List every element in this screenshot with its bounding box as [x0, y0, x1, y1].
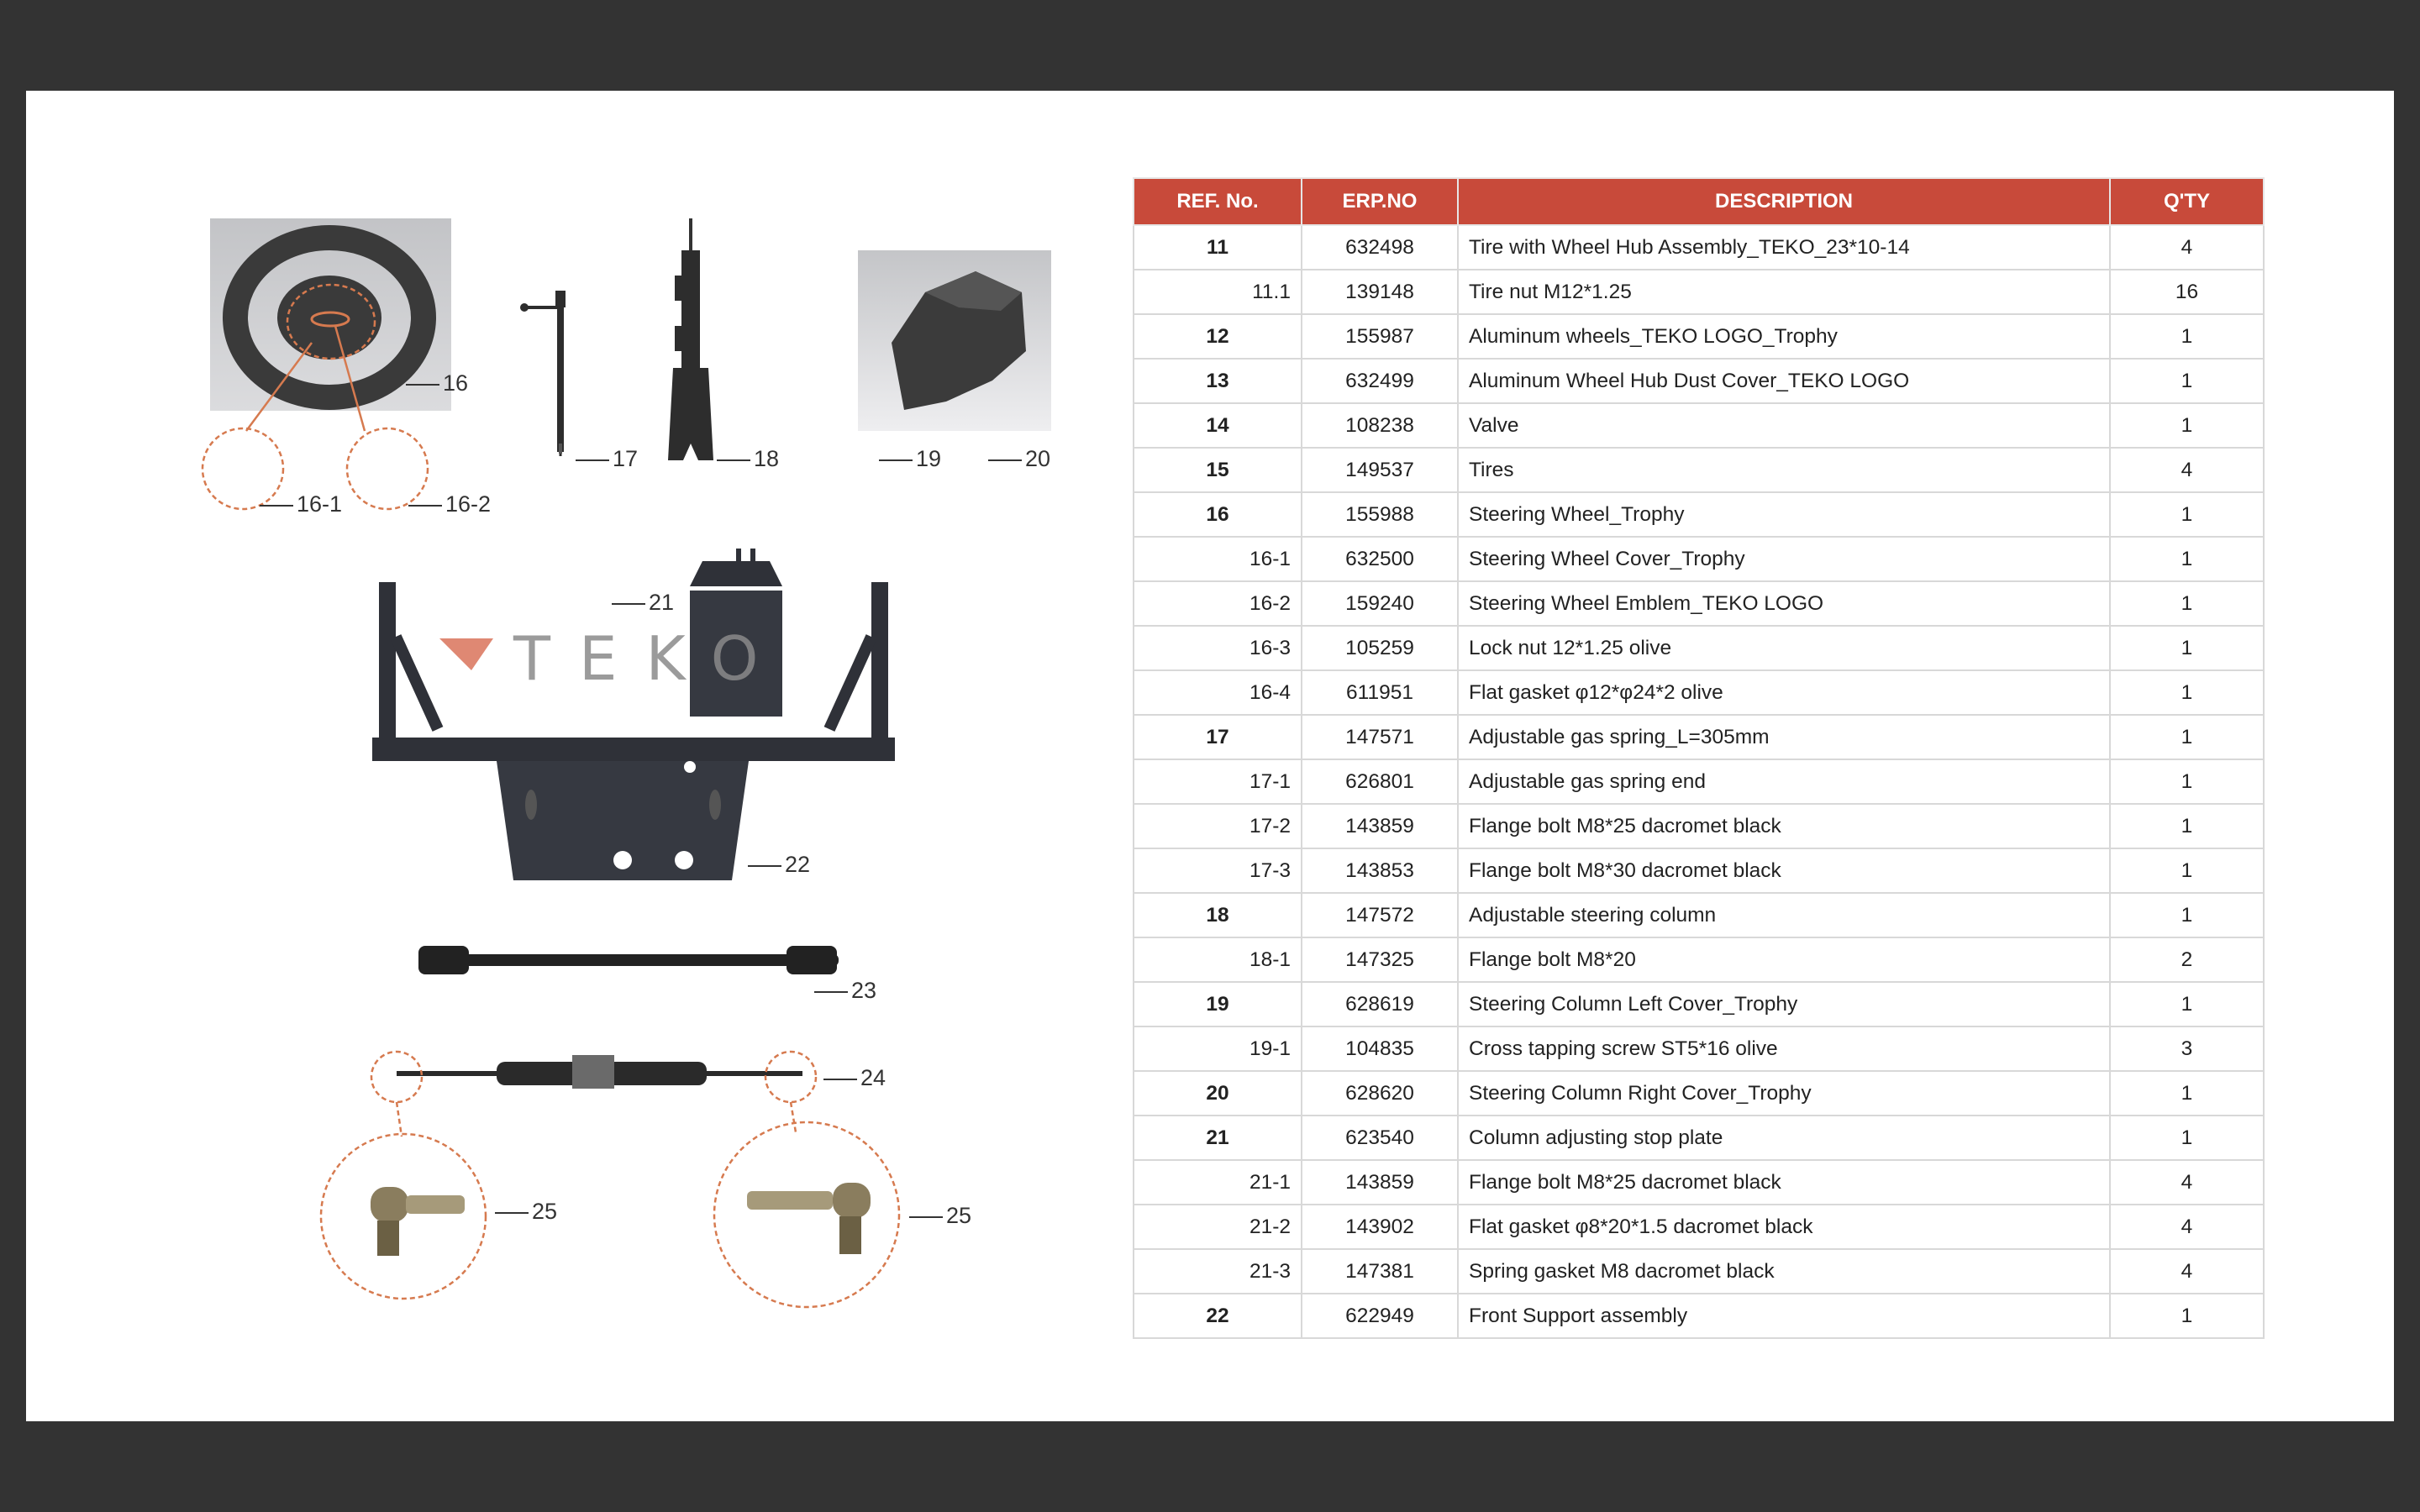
qty-cell: 4 — [2110, 225, 2264, 270]
table-row — [1134, 715, 2264, 759]
qty-cell: 1 — [2110, 537, 2264, 581]
qty-cell: 4 — [2110, 1160, 2264, 1205]
callout-16: 16 — [406, 370, 468, 396]
table-row — [1134, 626, 2264, 670]
steering-column-image — [668, 218, 713, 460]
qty-cell: 1 — [2110, 848, 2264, 893]
description-cell: Column adjusting stop plate — [1458, 1116, 2110, 1160]
steering-shaft-image — [418, 946, 839, 974]
qty-cell: 16 — [2110, 270, 2264, 314]
description-cell: Tire nut M12*1.25 — [1458, 270, 2110, 314]
erp-cell: 147381 — [1302, 1249, 1458, 1294]
callout-25-left: 25 — [495, 1199, 557, 1225]
qty-cell: 1 — [2110, 581, 2264, 626]
callout-20: 20 — [988, 446, 1050, 472]
erp-cell: 159240 — [1302, 581, 1458, 626]
table-row — [1134, 670, 2264, 715]
erp-cell: 147572 — [1302, 893, 1458, 937]
steering-rack-image — [371, 1052, 816, 1137]
header-row — [1134, 178, 2264, 225]
ref-cell: 21-1 — [1134, 1160, 1302, 1205]
callout-16-2: 16-2 — [408, 491, 491, 517]
parts-diagram — [26, 91, 1118, 1421]
erp-cell: 632500 — [1302, 537, 1458, 581]
table-row — [1134, 314, 2264, 359]
description-cell: Flange bolt M8*25 dacromet black — [1458, 804, 2110, 848]
description-cell: Adjustable gas spring_L=305mm — [1458, 715, 2110, 759]
erp-cell: 623540 — [1302, 1116, 1458, 1160]
description-cell: Aluminum wheels_TEKO LOGO_Trophy — [1458, 314, 2110, 359]
qty-cell: 3 — [2110, 1026, 2264, 1071]
description-cell: Flat gasket φ12*φ24*2 olive — [1458, 670, 2110, 715]
table-row — [1134, 1071, 2264, 1116]
ref-cell: 22 — [1134, 1294, 1302, 1338]
callout-19: 19 — [879, 446, 941, 472]
table-row — [1134, 1205, 2264, 1249]
qty-cell: 1 — [2110, 804, 2264, 848]
ref-cell: 16-3 — [1134, 626, 1302, 670]
ref-cell: 11 — [1134, 225, 1302, 270]
erp-cell: 155988 — [1302, 492, 1458, 537]
erp-cell: 105259 — [1302, 626, 1458, 670]
header-erp-no: ERP.NO — [1302, 178, 1458, 225]
qty-cell: 1 — [2110, 1116, 2264, 1160]
table-row — [1134, 492, 2264, 537]
ref-cell: 11.1 — [1134, 270, 1302, 314]
table-row — [1134, 1294, 2264, 1338]
table-row — [1134, 581, 2264, 626]
column-cover-image — [858, 250, 1051, 431]
qty-cell: 1 — [2110, 359, 2264, 403]
erp-cell: 104835 — [1302, 1026, 1458, 1071]
qty-cell: 4 — [2110, 1205, 2264, 1249]
ref-cell: 15 — [1134, 448, 1302, 492]
parts-table-container — [1133, 177, 2263, 1339]
ref-cell: 17-1 — [1134, 759, 1302, 804]
callout-17: 17 — [576, 446, 638, 472]
erp-cell: 622949 — [1302, 1294, 1458, 1338]
erp-cell: 632499 — [1302, 359, 1458, 403]
erp-cell: 143902 — [1302, 1205, 1458, 1249]
qty-cell: 1 — [2110, 492, 2264, 537]
parts-table-header — [1134, 178, 2264, 225]
description-cell: Lock nut 12*1.25 olive — [1458, 626, 2110, 670]
description-cell: Steering Wheel Cover_Trophy — [1458, 537, 2110, 581]
erp-cell: 143859 — [1302, 1160, 1458, 1205]
erp-cell: 611951 — [1302, 670, 1458, 715]
description-cell: Flange bolt M8*30 dacromet black — [1458, 848, 2110, 893]
table-row — [1134, 448, 2264, 492]
table-row — [1134, 1249, 2264, 1294]
erp-cell: 147571 — [1302, 715, 1458, 759]
table-row — [1134, 1160, 2264, 1205]
ref-cell: 21-2 — [1134, 1205, 1302, 1249]
ref-cell: 21 — [1134, 1116, 1302, 1160]
qty-cell: 1 — [2110, 759, 2264, 804]
ref-cell: 18-1 — [1134, 937, 1302, 982]
qty-cell: 1 — [2110, 1294, 2264, 1338]
parts-table-body — [1134, 225, 2264, 1338]
qty-cell: 1 — [2110, 403, 2264, 448]
ref-cell: 19-1 — [1134, 1026, 1302, 1071]
erp-cell: 139148 — [1302, 270, 1458, 314]
erp-cell: 108238 — [1302, 403, 1458, 448]
erp-cell: 628619 — [1302, 982, 1458, 1026]
teko-logo-text: TEKO — [513, 623, 787, 694]
parts-table — [1133, 177, 2265, 1339]
header-qty: Q'TY — [2110, 178, 2264, 225]
description-cell: Flange bolt M8*20 — [1458, 937, 2110, 982]
erp-cell: 628620 — [1302, 1071, 1458, 1116]
description-cell: Cross tapping screw ST5*16 olive — [1458, 1026, 2110, 1071]
table-row — [1134, 804, 2264, 848]
callout-24: 24 — [823, 1065, 886, 1091]
description-cell: Front Support assembly — [1458, 1294, 2110, 1338]
callout-21-label: 21 — [649, 590, 675, 615]
description-cell: Steering Column Right Cover_Trophy — [1458, 1071, 2110, 1116]
document-page — [26, 91, 2394, 1421]
qty-cell: 1 — [2110, 982, 2264, 1026]
qty-cell: 1 — [2110, 715, 2264, 759]
description-cell: Flat gasket φ8*20*1.5 dacromet black — [1458, 1205, 2110, 1249]
qty-cell: 1 — [2110, 626, 2264, 670]
table-row — [1134, 1026, 2264, 1071]
ref-cell: 17-2 — [1134, 804, 1302, 848]
callout-16-1: 16-1 — [260, 491, 342, 517]
ref-cell: 16-2 — [1134, 581, 1302, 626]
description-cell: Aluminum Wheel Hub Dust Cover_TEKO LOGO — [1458, 359, 2110, 403]
callout-22: 22 — [748, 852, 810, 878]
table-row — [1134, 937, 2264, 982]
ref-cell: 21-3 — [1134, 1249, 1302, 1294]
qty-cell: 1 — [2110, 893, 2264, 937]
table-row — [1134, 1116, 2264, 1160]
table-row — [1134, 359, 2264, 403]
ref-cell: 17-3 — [1134, 848, 1302, 893]
callout-18: 18 — [717, 446, 779, 472]
ref-cell: 19 — [1134, 982, 1302, 1026]
gas-spring-image — [520, 291, 566, 456]
qty-cell: 4 — [2110, 448, 2264, 492]
tie-rod-end-images — [321, 1122, 899, 1307]
ref-cell: 17 — [1134, 715, 1302, 759]
table-row — [1134, 759, 2264, 804]
description-cell: Steering Wheel Emblem_TEKO LOGO — [1458, 581, 2110, 626]
erp-cell: 147325 — [1302, 937, 1458, 982]
description-cell: Valve — [1458, 403, 2110, 448]
header-description: DESCRIPTION — [1458, 178, 2110, 225]
description-cell: Adjustable steering column — [1458, 893, 2110, 937]
description-cell: Adjustable gas spring end — [1458, 759, 2110, 804]
erp-cell: 632498 — [1302, 225, 1458, 270]
erp-cell: 149537 — [1302, 448, 1458, 492]
table-row — [1134, 982, 2264, 1026]
description-cell: Tires — [1458, 448, 2110, 492]
table-row — [1134, 270, 2264, 314]
qty-cell: 1 — [2110, 1071, 2264, 1116]
erp-cell: 626801 — [1302, 759, 1458, 804]
table-row — [1134, 848, 2264, 893]
ref-cell: 16 — [1134, 492, 1302, 537]
teko-logo-mark — [439, 638, 493, 670]
callout-21 — [612, 590, 674, 616]
description-cell: Steering Column Left Cover_Trophy — [1458, 982, 2110, 1026]
ref-cell: 12 — [1134, 314, 1302, 359]
ref-cell: 16-1 — [1134, 537, 1302, 581]
ref-cell: 18 — [1134, 893, 1302, 937]
table-row — [1134, 893, 2264, 937]
qty-cell: 1 — [2110, 314, 2264, 359]
erp-cell: 155987 — [1302, 314, 1458, 359]
ref-cell: 20 — [1134, 1071, 1302, 1116]
qty-cell: 1 — [2110, 670, 2264, 715]
table-row — [1134, 225, 2264, 270]
callout-23: 23 — [814, 978, 876, 1004]
callout-25-right: 25 — [909, 1203, 971, 1229]
erp-cell: 143853 — [1302, 848, 1458, 893]
qty-cell: 4 — [2110, 1249, 2264, 1294]
steering-wheel-image — [203, 218, 451, 509]
qty-cell: 2 — [2110, 937, 2264, 982]
description-cell: Tire with Wheel Hub Assembly_TEKO_23*10-14 — [1458, 225, 2110, 270]
table-row — [1134, 403, 2264, 448]
erp-cell: 143859 — [1302, 804, 1458, 848]
description-cell: Flange bolt M8*25 dacromet black — [1458, 1160, 2110, 1205]
ref-cell: 13 — [1134, 359, 1302, 403]
header-ref-no: REF. No. — [1134, 178, 1302, 225]
description-cell: Steering Wheel_Trophy — [1458, 492, 2110, 537]
ref-cell: 16-4 — [1134, 670, 1302, 715]
description-cell: Spring gasket M8 dacromet black — [1458, 1249, 2110, 1294]
ref-cell: 14 — [1134, 403, 1302, 448]
table-row — [1134, 537, 2264, 581]
